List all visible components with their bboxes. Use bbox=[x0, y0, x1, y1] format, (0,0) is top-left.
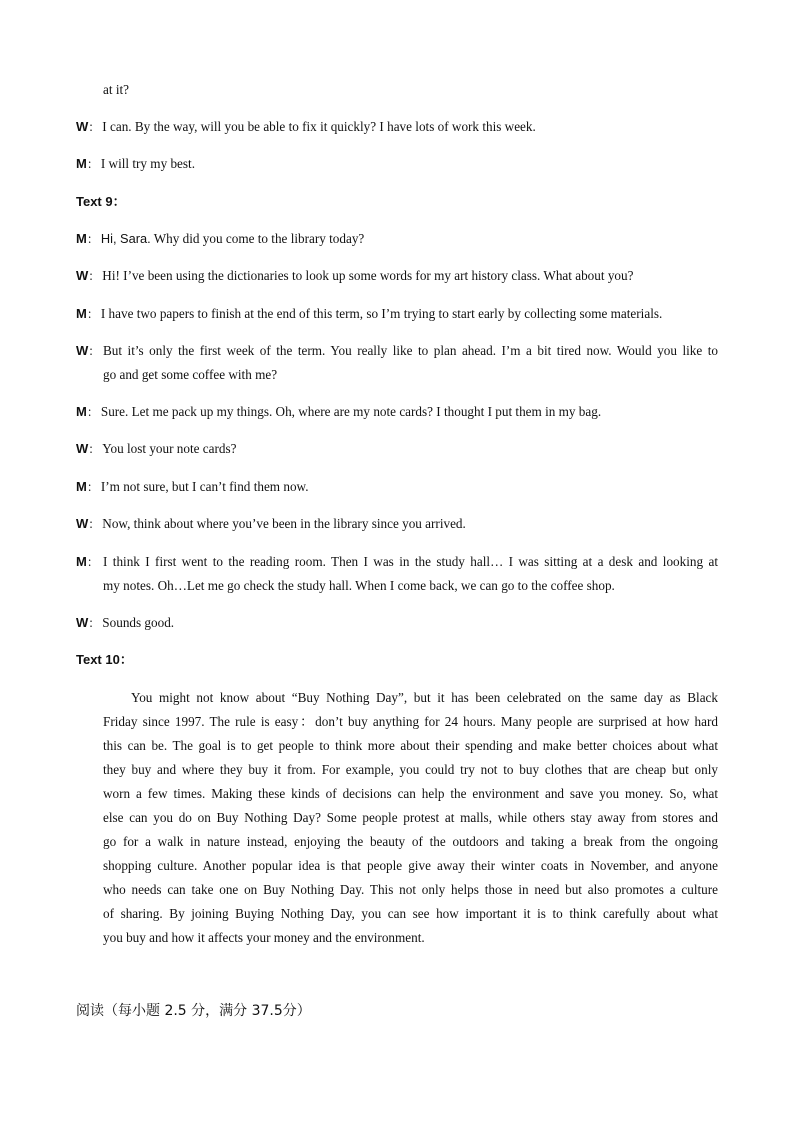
dialog-text: I can. By the way, will you be able to fix it quickly? I have lots of work this week. bbox=[102, 119, 536, 134]
section-heading-text9: Text 9： bbox=[76, 194, 126, 209]
dialog-text: Why did you come to the library today? bbox=[150, 231, 365, 246]
speaker-label: M bbox=[76, 404, 87, 419]
passage-line: else can you do on Buy Nothing Day? Some people protest at malls, while others stay away from stores and bbox=[103, 810, 718, 825]
dialog-text: I will try my best. bbox=[100, 156, 195, 171]
section-heading-text10: Text 10： bbox=[76, 652, 133, 667]
dialog-line bbox=[76, 615, 174, 631]
speaker-label: W bbox=[76, 343, 89, 358]
dialog-text: I have two papers to finish at the end of this term, so I’m trying to start early by collecting some materials. bbox=[100, 306, 663, 321]
speaker-label: M bbox=[76, 554, 87, 569]
dialog-text-line: I think I first went to the reading room. Then I was in the study hall… I was sitting at a desk and looking at bbox=[103, 554, 718, 569]
speaker-label: W bbox=[76, 268, 89, 283]
speaker-colon: ： bbox=[88, 344, 101, 358]
passage-line: shopping culture. Another popular idea is that people give away their winter coats in November, and anyone bbox=[103, 858, 718, 873]
passage-line: this can be. The goal is to get people to think more about their spending and make better choices about what bbox=[103, 738, 718, 753]
dialog-text-line: But it’s only the first week of the term. You really like to plan ahead. I’m a bit tired now. Would you like to bbox=[103, 343, 718, 358]
dialog-line bbox=[76, 119, 536, 135]
dialog-line bbox=[76, 156, 195, 172]
dialog-text: I’m not sure, but I can’t find them now. bbox=[100, 479, 309, 494]
passage-line: you buy and how it affects your money and the environment. bbox=[103, 930, 425, 945]
continuation-line: at it? bbox=[103, 82, 129, 97]
speaker-label: W bbox=[76, 119, 89, 134]
dialog-text: You lost your note cards? bbox=[102, 441, 237, 456]
speaker-label: W bbox=[76, 441, 89, 456]
speaker-colon: ： bbox=[88, 517, 101, 531]
dialog-line bbox=[76, 404, 601, 420]
dialog-text: Hi! I’ve been using the dictionaries to look up some words for my art history class. What about you? bbox=[102, 268, 634, 283]
speaker-label: M bbox=[76, 231, 87, 246]
speaker-prefix bbox=[76, 343, 102, 359]
speaker-colon: ： bbox=[88, 616, 101, 630]
dialog-line bbox=[76, 231, 364, 247]
speaker-colon: ： bbox=[86, 157, 99, 171]
speaker-colon: ： bbox=[86, 405, 99, 419]
dialog-text: Sounds good. bbox=[102, 615, 175, 630]
speaker-colon: ： bbox=[86, 307, 99, 321]
dialog-text: Now, think about where you’ve been in the library since you arrived. bbox=[102, 516, 466, 531]
dialog-line bbox=[76, 268, 633, 284]
reading-section-title: 阅读（每小题 2.5 分，满分 37.5分） bbox=[76, 1003, 311, 1019]
dialog-text-line: my notes. Oh…Let me go check the study hall. When I come back, we can go to the coffee shop. bbox=[103, 578, 615, 593]
speaker-label: M bbox=[76, 306, 87, 321]
speaker-colon: ： bbox=[88, 442, 101, 456]
speaker-label: W bbox=[76, 615, 89, 630]
dialog-text-line: go and get some coffee with me? bbox=[103, 367, 278, 382]
speaker-label: W bbox=[76, 516, 89, 531]
speaker-label: M bbox=[76, 156, 87, 171]
dialog-line bbox=[76, 516, 466, 532]
greeting-text: Hi, Sara. bbox=[100, 231, 151, 246]
passage-line: of sharing. By joining Buying Nothing Day, you can see how important it is to think carefully about what bbox=[103, 906, 718, 921]
passage-line: You might not know about “Buy Nothing Day”, but it has been celebrated on the same day as Black bbox=[131, 690, 718, 705]
speaker-label: M bbox=[76, 479, 87, 494]
speaker-prefix bbox=[76, 554, 101, 570]
passage-line: who needs can take one on Buy Nothing Day. This not only helps those in need but also promotes a culture bbox=[103, 882, 718, 897]
dialog-text: Sure. Let me pack up my things. Oh, where are my note cards? I thought I put them in my bag. bbox=[100, 404, 602, 419]
passage-line: they buy and where they buy it from. For example, you could try not to buy clothes that are cheap but only bbox=[103, 762, 718, 777]
passage-line: worn a few times. Making these kinds of decisions can help the environment and save you money. So, what bbox=[103, 786, 718, 801]
passage-line: go for a walk in nature instead, enjoying the beauty of the outdoors and taking a break from the ongoing bbox=[103, 834, 718, 849]
speaker-colon: ： bbox=[86, 480, 99, 494]
dialog-line bbox=[76, 479, 309, 495]
speaker-colon: ： bbox=[86, 232, 99, 246]
dialog-line bbox=[76, 441, 236, 457]
passage-line: Friday since 1997. The rule is easy：don’t buy anything for 24 hours. Many people are surprised at how hard bbox=[103, 714, 718, 729]
speaker-colon: ： bbox=[88, 269, 101, 283]
dialog-line bbox=[76, 306, 662, 322]
speaker-colon: ： bbox=[86, 555, 99, 569]
speaker-colon: ： bbox=[88, 120, 101, 134]
